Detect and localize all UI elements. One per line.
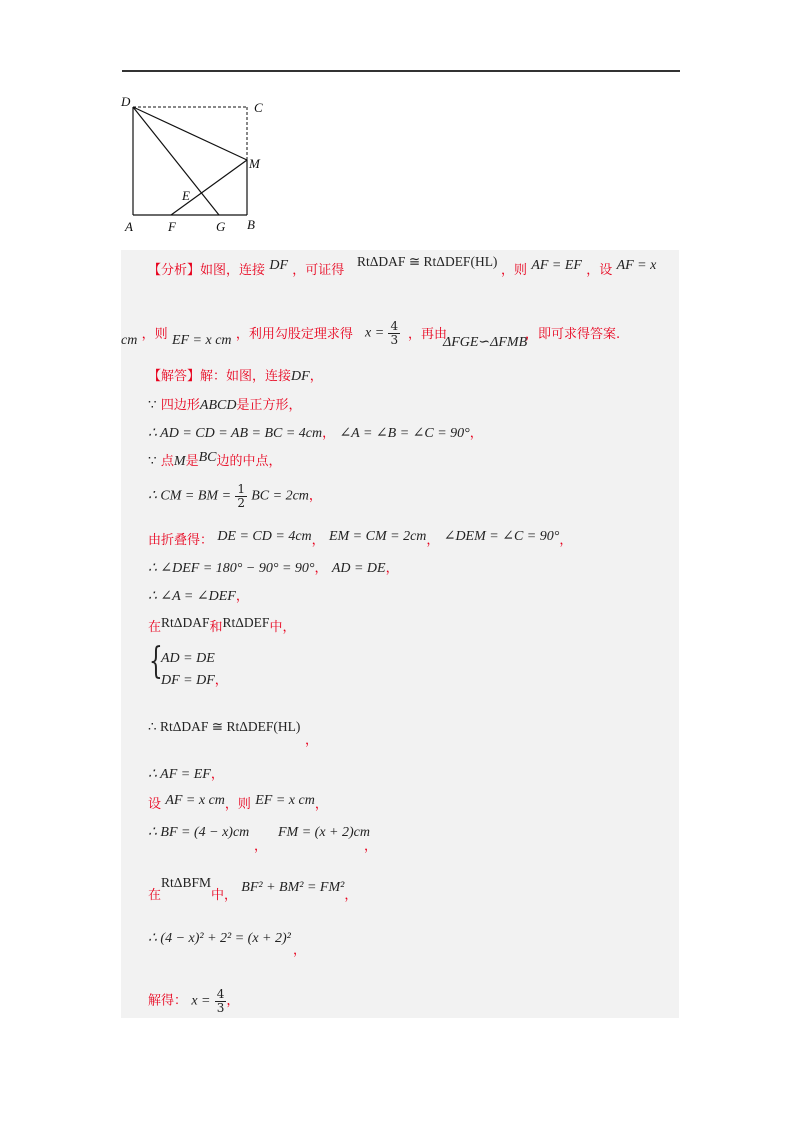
solution-line-8: 在RtΔDAF和RtΔDEF中，	[148, 615, 296, 635]
analysis-line-2c: ，即可求得答案.	[525, 327, 621, 342]
label-d: D	[121, 94, 131, 109]
solution-line-12-comma-1: ，	[254, 839, 268, 854]
analysis-x-fraction: x = $\frac{4}{3}$	[365, 319, 399, 347]
solution-line-13: 在RtΔBFM中， BF² + BM² = FM²，	[148, 875, 358, 903]
system-brace: {	[149, 641, 163, 682]
analysis-tag: 【分析】	[148, 263, 201, 278]
system-eq-2: DF = DF，	[161, 673, 228, 688]
segment-dm	[133, 107, 247, 160]
solution-line-4: ∴ CM = BM = $\frac{1}{2}$ BC = 2cm，	[148, 482, 322, 510]
analysis-line-2: cm ，则 EF = x cm ，利用勾股定理求得	[121, 327, 353, 348]
solution-line-5: 由折叠得： DE = CD = 4cm， EM = CM = 2cm， ∠DEM = ∠C = 90°，	[148, 529, 573, 548]
analysis-df: DF	[269, 258, 288, 273]
header-rule	[122, 70, 680, 72]
analysis-line-1b: ，则 AF = EF ，设 AF = x	[501, 258, 657, 278]
label-g: G	[216, 219, 226, 234]
solution-intro: 【解答】解：如图，连接DF，	[148, 369, 323, 384]
solution-line-12-comma-2: ，	[364, 839, 378, 854]
label-a: A	[125, 219, 133, 234]
analysis-similar: ΔFGE∽ΔFMB	[443, 335, 528, 350]
solution-line-14: ∴ (4 − x)² + 2² = (x + 2)²	[148, 931, 291, 946]
solution-line-9-comma: ，	[305, 733, 319, 748]
label-c: C	[254, 100, 263, 115]
label-f: F	[168, 219, 176, 234]
analysis-line-1: 【分析】如图，连接 DF ，可证得	[148, 258, 345, 278]
system-eq-1: AD = DE	[161, 651, 215, 666]
solution-line-14-comma: ，	[293, 943, 307, 958]
solution-line-2: ∴ AD = CD = AB = BC = 4cm， ∠A = ∠B = ∠C = 90°，	[148, 426, 483, 441]
label-e: E	[182, 188, 190, 203]
label-m: M	[249, 156, 260, 171]
solution-line-11: 设 AF = x cm，则 EF = x cm，	[148, 793, 328, 812]
solution-line-3: ∵ 点M是BC边的中点，	[148, 450, 282, 469]
solution-tag: 【解答】	[148, 369, 201, 384]
analysis-congruence: RtΔDAF ≅ RtΔDEF(HL)	[357, 254, 498, 269]
solution-line-10: ∴ AF = EF，	[148, 767, 224, 782]
label-b: B	[247, 217, 255, 232]
solution-line-12c: FM = (x + 2)cm	[278, 825, 370, 840]
segment-dg	[133, 107, 219, 215]
solution-line-9: ∴ RtΔDAF ≅ RtΔDEF(HL)	[148, 719, 301, 734]
solution-line-15: 解得： x = $\frac{4}{3}$ ，	[148, 987, 240, 1015]
solution-line-1: ∵ 四边形ABCD是正方形，	[148, 397, 302, 413]
solution-line-12a: ∴ BF = (4 − x)cm	[148, 825, 250, 840]
solution-panel	[121, 250, 679, 1018]
analysis-line-2b: ，再由	[408, 327, 448, 342]
square-fold-figure	[118, 94, 278, 236]
solution-line-7: ∴ ∠A = ∠DEF，	[148, 589, 249, 604]
solution-line-6: ∴ ∠DEF = 180° − 90° = 90°， AD = DE，	[148, 561, 399, 576]
